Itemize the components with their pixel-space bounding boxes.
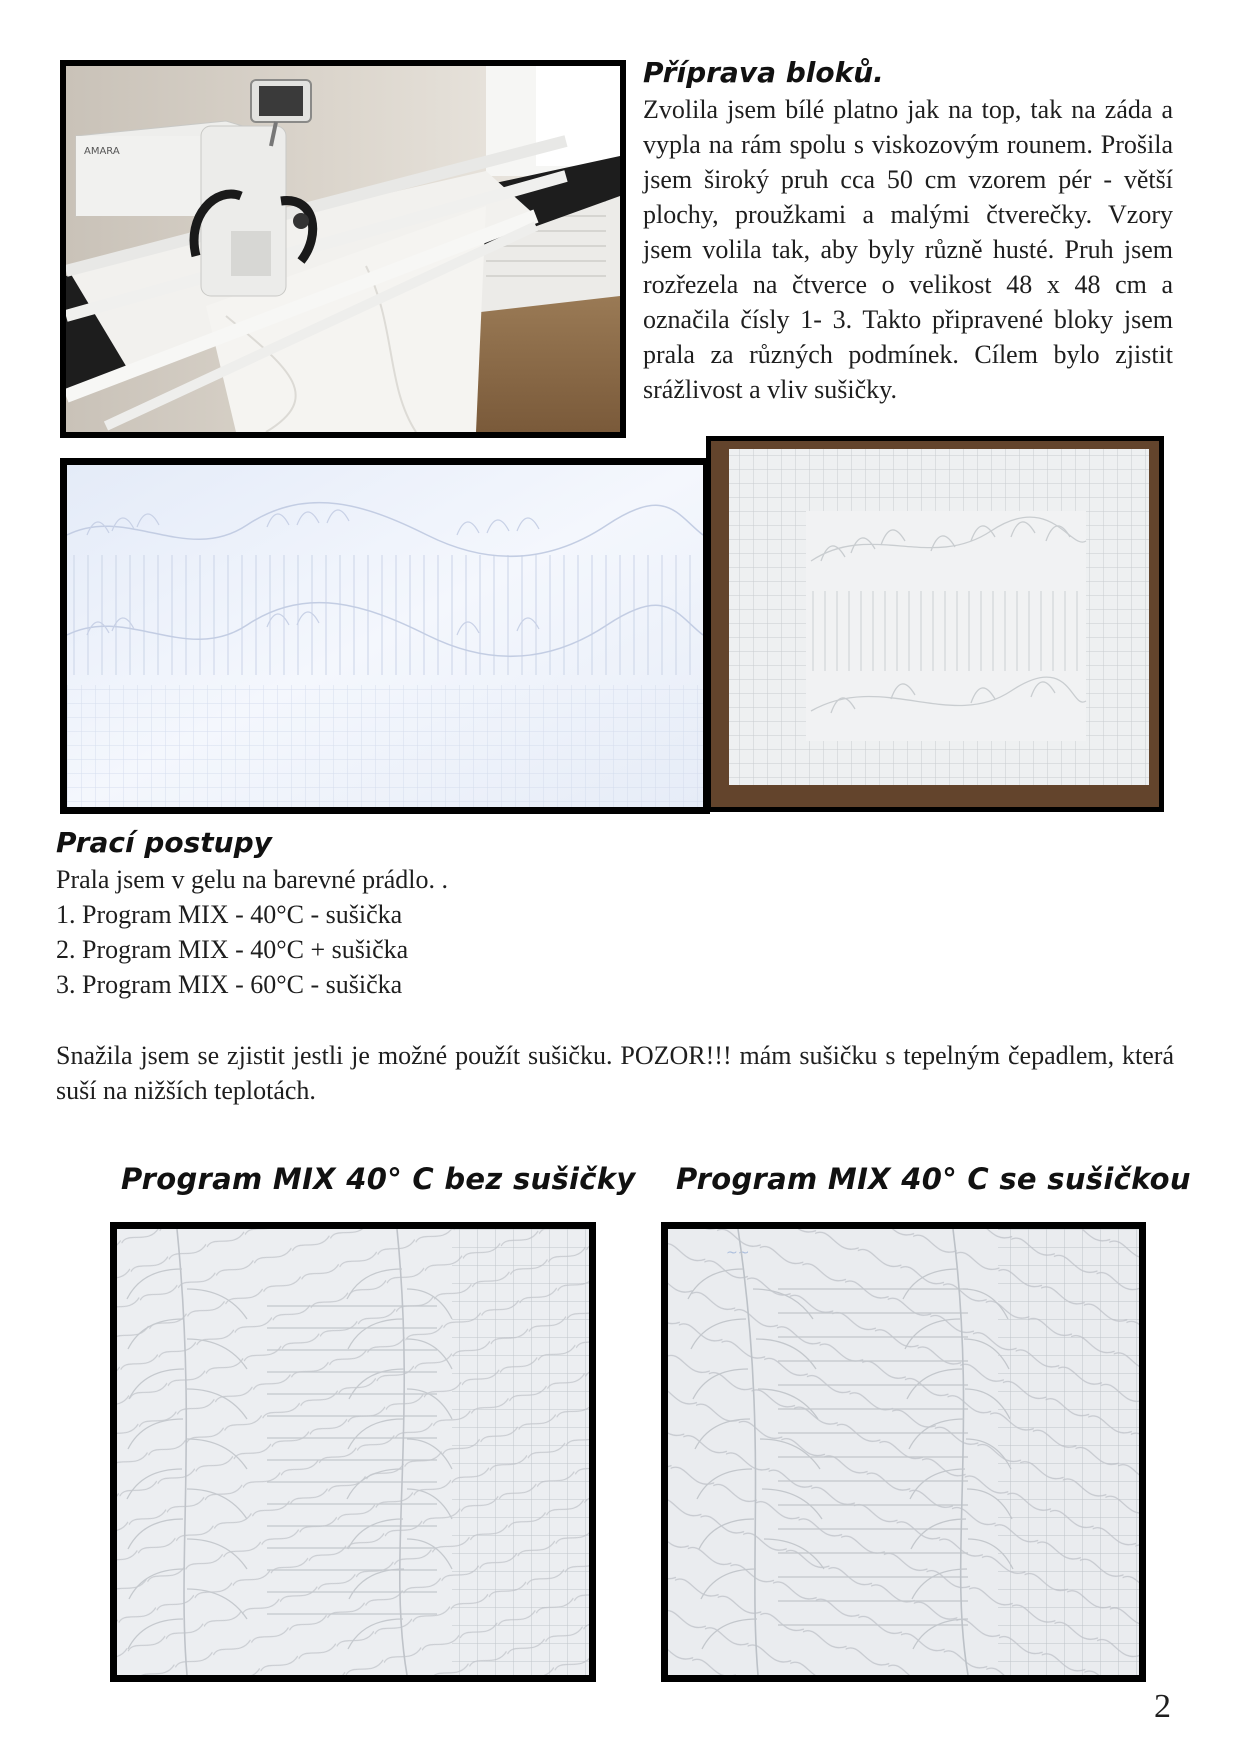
machine-brand-label: AMARA (84, 146, 120, 157)
washing-step-3: 3. Program MIX - 60°C - sušička (56, 970, 403, 999)
caption-without-dryer: Program MIX 40° C bez sušičky (121, 1162, 636, 1196)
sample-without-dryer-photo (110, 1222, 596, 1682)
section-heading-block-prep: Příprava bloků. (643, 56, 884, 89)
block-prep-paragraph: Zvolila jsem bílé platno jak na top, tak na záda a vypla na rám spolu s viskozovým rounem. Prošila jsem široký pruh cca 50 cm vzorem pér - větší plochy, proužkami a malými čtverečky. Vzory jsem volila tak, aby byly různě husté. Pruh jsem rozřezela na čtverce o velikost 48 x 48 cm a označila čísly 1- 3. Takto připravené bloky jsem prala za různých podmínek. Cílem bylo zjistit srážlivost a vliv sušičky. (643, 95, 1173, 404)
washing-step-2: 2. Program MIX - 40°C + sušička (56, 935, 409, 964)
section-heading-washing-procedures: Prací postupy (56, 826, 272, 859)
quilted-sample-photo (706, 436, 1164, 812)
quilting-machine-photo (60, 60, 626, 438)
caption-with-dryer: Program MIX 40° C se sušičkou (676, 1162, 1191, 1196)
quilted-strip-photo (60, 458, 710, 814)
washing-step-1: 1. Program MIX - 40°C - sušička (56, 900, 403, 929)
washing-intro-text: Prala jsem v gelu na barevné prádlo. . (56, 865, 449, 894)
sample-with-dryer-photo (661, 1222, 1146, 1682)
washing-steps-list (56, 897, 756, 1002)
svg-text:~~: ~~ (726, 1245, 750, 1261)
dryer-note-paragraph: Snažila jsem se zjistit jestli je možné použít sušičku. POZOR!!! mám sušičku s tepelným čepadlem, která suší na nižších teplotách. (56, 1041, 1174, 1105)
page-number: 2 (1154, 1688, 1171, 1725)
